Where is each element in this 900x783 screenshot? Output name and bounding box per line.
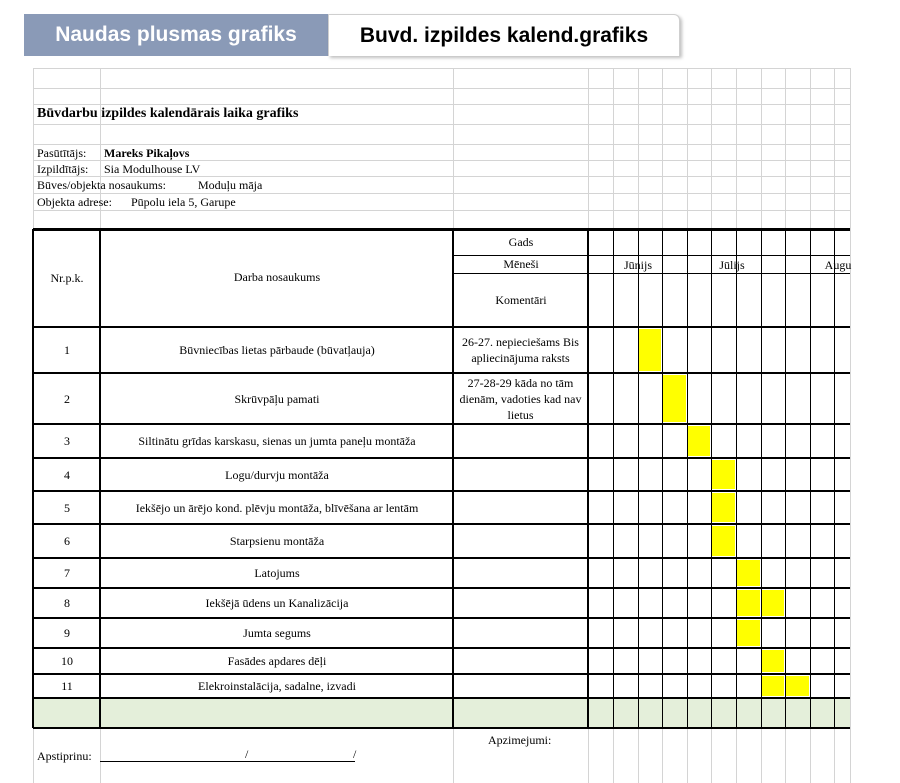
- info-label: Pasūtītājs:: [37, 146, 87, 160]
- gantt-col-line: [687, 229, 688, 728]
- task-nr[interactable]: 10: [61, 654, 73, 668]
- task-comment[interactable]: [455, 424, 586, 458]
- gantt-col-line: [638, 229, 639, 728]
- task-comment[interactable]: [455, 674, 586, 698]
- header-months: Mēneši: [503, 257, 539, 271]
- task-name[interactable]: Starpsienu montāža: [229, 534, 325, 548]
- task-name[interactable]: Būvniecības lietas pārbaude (būvatļauja): [179, 343, 375, 357]
- info-label: Objekta adrese:: [37, 195, 112, 209]
- header-nr: Nr.p.k.: [50, 271, 84, 285]
- grid-line: [33, 144, 850, 145]
- task-nr[interactable]: 4: [64, 467, 70, 482]
- gantt-col-line: [810, 229, 811, 728]
- task-comment[interactable]: [455, 588, 586, 618]
- header-name: Darba nosaukums: [233, 270, 321, 284]
- gantt-col-line: [662, 229, 663, 728]
- signature-line: [100, 761, 355, 762]
- task-comment[interactable]: [455, 558, 586, 588]
- task-name[interactable]: Jumta segums: [243, 626, 311, 640]
- task-comment[interactable]: [455, 491, 586, 524]
- total-row-fill: [33, 698, 850, 728]
- gantt-bar: [712, 460, 735, 489]
- approve-label: Apstiprinu:: [37, 749, 92, 763]
- gantt-col-line: [736, 229, 737, 728]
- grid-line: [33, 160, 850, 161]
- grid-line: [33, 104, 850, 105]
- task-nr[interactable]: 11: [61, 679, 73, 693]
- task-name[interactable]: Fasādes apdares dēļi: [227, 654, 327, 668]
- info-value: Pūpolu iela 5, Garupe: [131, 195, 236, 209]
- tab-naudas-plusmas-grafiks[interactable]: Naudas plusmas grafiks: [24, 14, 328, 56]
- gantt-bar: [688, 426, 710, 456]
- gantt-bar: [737, 590, 760, 616]
- info-value: Sia Modulhouse LV: [104, 162, 201, 176]
- task-nr[interactable]: 2: [64, 391, 70, 406]
- task-name[interactable]: Iekšējo un ārējo kond. plēvju montāža, blīvēšana ar lentām: [135, 500, 419, 515]
- info-label: Būves/objekta nosaukums:: [37, 178, 166, 192]
- header-comments: Komentāri: [495, 293, 547, 307]
- gantt-bar: [712, 493, 735, 522]
- task-comment[interactable]: 26-27. nepieciešams Bis apliecinājuma raksts: [462, 335, 579, 365]
- month-label: Augu: [824, 257, 852, 272]
- task-comment[interactable]: [455, 524, 586, 558]
- sheet-tab-bar: [0, 0, 900, 62]
- task-comment[interactable]: [455, 648, 586, 674]
- gantt-col-line: [711, 229, 712, 728]
- grid-line: [33, 193, 850, 194]
- info-value: Mareks Pikaļovs: [104, 146, 190, 160]
- task-nr[interactable]: 6: [64, 534, 70, 548]
- task-nr[interactable]: 8: [64, 596, 70, 610]
- gantt-col-line: [761, 229, 762, 728]
- gantt-bar: [639, 329, 661, 371]
- task-name[interactable]: Siltinātu grīdas karskasu, sienas un jumta paneļu montāža: [138, 434, 416, 448]
- gantt-bar: [762, 676, 784, 696]
- task-nr[interactable]: 3: [64, 434, 70, 448]
- header-year: Gads: [508, 235, 534, 249]
- info-label: Izpildītājs:: [37, 162, 89, 176]
- gantt-bar: [786, 676, 809, 696]
- month-label: Jūlijs: [719, 257, 745, 272]
- grid-line: [33, 210, 850, 211]
- tab-buvd-izpildes-kalend-grafiks[interactable]: Buvd. izpildes kalend.grafiks: [328, 14, 680, 56]
- gantt-bar: [762, 590, 784, 616]
- task-name[interactable]: Latojums: [254, 566, 300, 580]
- task-name[interactable]: Iekšējā ūdens un Kanalizācija: [205, 596, 349, 610]
- task-name[interactable]: Logu/durvju montāža: [225, 467, 329, 482]
- gantt-col-line: [613, 229, 614, 728]
- task-comment[interactable]: 27-28-29 kāda no tām dienām, vadoties kad nav lietus: [459, 375, 582, 422]
- task-nr[interactable]: 7: [64, 566, 70, 580]
- task-nr[interactable]: 9: [64, 626, 70, 640]
- task-comment[interactable]: [455, 458, 586, 491]
- info-value: Moduļu māja: [198, 178, 263, 192]
- task-name[interactable]: Elekroinstalācija, sadalne, izvadi: [198, 679, 356, 693]
- task-name[interactable]: Skrūvpāļu pamati: [234, 391, 320, 406]
- table-row-border: [33, 727, 850, 729]
- grid-line: [33, 68, 850, 69]
- gantt-bar: [712, 526, 735, 556]
- notes-label: Apzimejumi:: [488, 733, 552, 747]
- signature-slash: /: [353, 747, 357, 761]
- sheet-title: Būvdarbu izpildes kalendārais laika grafiks: [37, 106, 299, 121]
- signature-slash: /: [245, 747, 249, 761]
- grid-line: [33, 176, 850, 177]
- gantt-bar: [737, 620, 760, 646]
- month-label: Jūnijs: [623, 257, 652, 272]
- grid-line: [33, 124, 850, 125]
- task-nr[interactable]: 5: [64, 500, 70, 515]
- task-nr[interactable]: 1: [64, 343, 70, 357]
- gantt-col-line: [834, 229, 835, 728]
- grid-line: [850, 68, 851, 783]
- grid-line: [33, 88, 850, 89]
- gantt-bar: [663, 375, 686, 422]
- task-comment[interactable]: [455, 618, 586, 648]
- gantt-bar: [762, 650, 784, 672]
- gantt-col-line: [785, 229, 786, 728]
- gantt-bar: [737, 560, 760, 586]
